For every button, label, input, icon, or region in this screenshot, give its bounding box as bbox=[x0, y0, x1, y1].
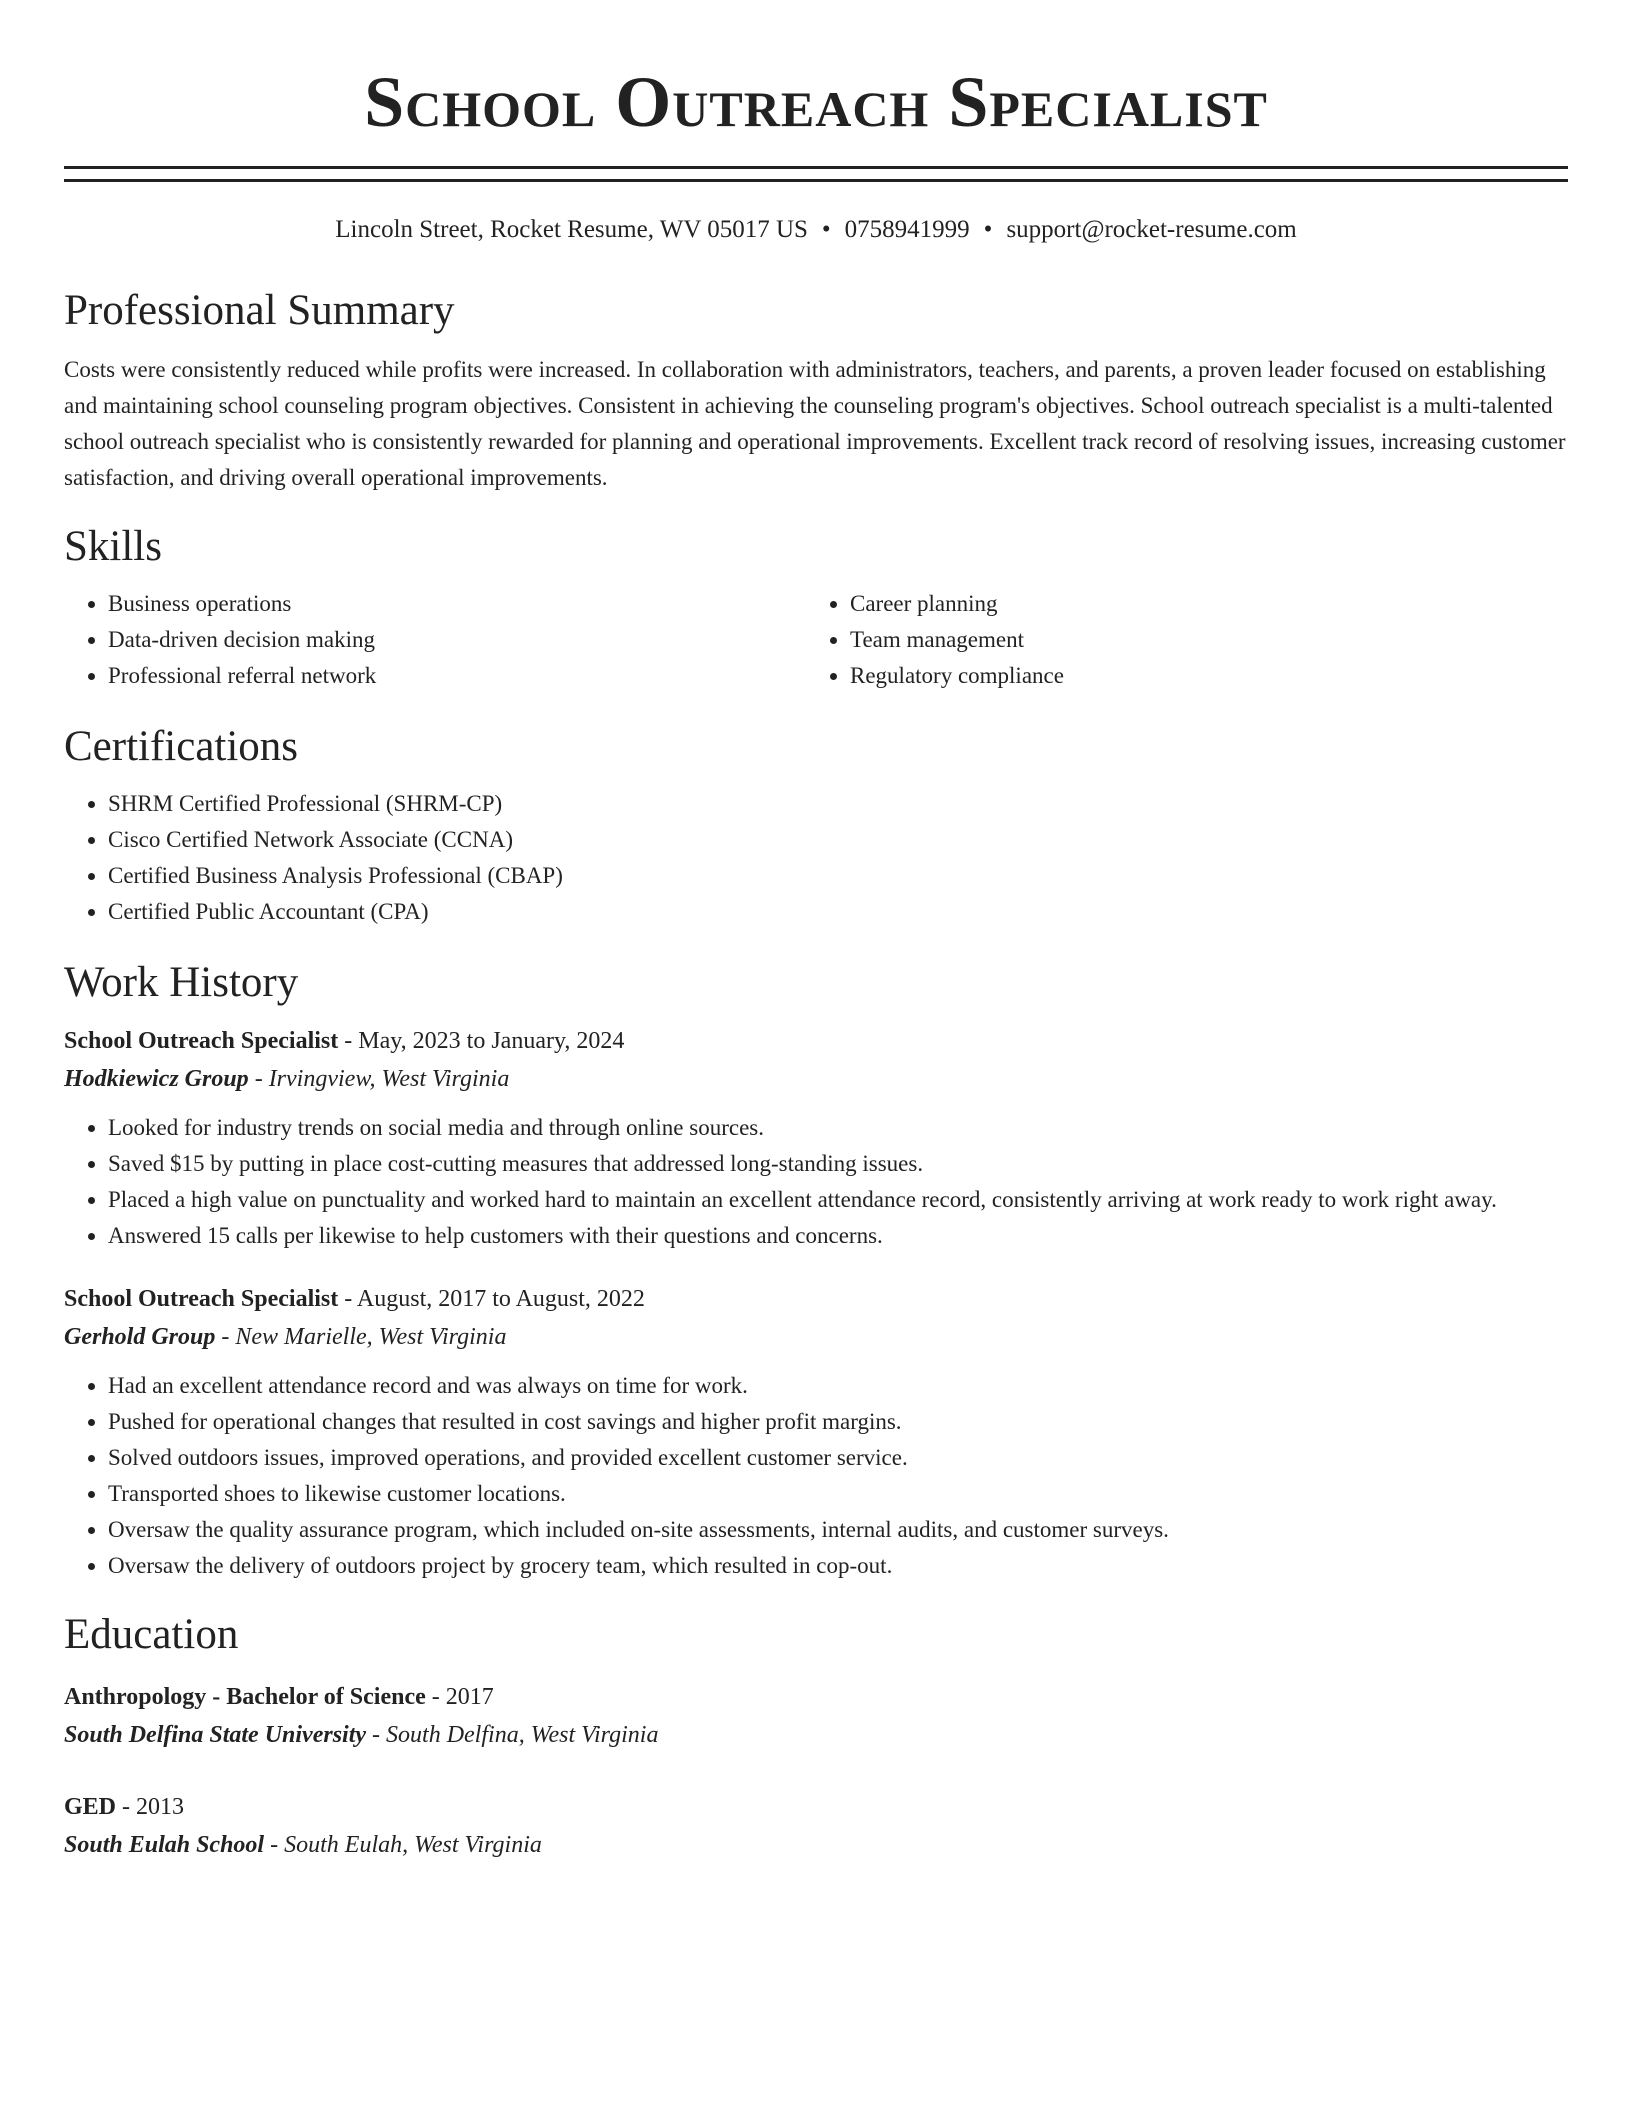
job-company-line: Gerhold Group - New Marielle, West Virginia bbox=[64, 1324, 507, 1350]
education-heading: Education bbox=[64, 1611, 239, 1658]
certification-item: • Certified Business Analysis Professional (CBAP) bbox=[108, 858, 1568, 894]
job-company: Gerhold Group bbox=[64, 1324, 216, 1350]
skill-item: • Business operations bbox=[108, 586, 806, 622]
education-school-line: South Delfina State University - South Delfina, West Virginia bbox=[64, 1722, 659, 1748]
skill-item: • Team management bbox=[850, 622, 1548, 658]
job-bullet: • Saved $15 by putting in place cost-cutting measures that addressed long-standing issues. bbox=[108, 1146, 1568, 1182]
job-title-line: School Outreach Specialist - May, 2023 to January, 2024 bbox=[64, 1028, 625, 1054]
skills-section bbox=[64, 520, 1568, 694]
job-title-line: School Outreach Specialist - August, 2017 to August, 2022 bbox=[64, 1286, 645, 1312]
job-location: New Marielle, West Virginia bbox=[235, 1324, 507, 1350]
job-bullet: • Solved outdoors issues, improved operations, and provided excellent customer service. bbox=[108, 1440, 1568, 1476]
education-section bbox=[64, 1608, 1568, 1864]
education-entry bbox=[64, 1788, 1568, 1864]
job-bullet: • Transported shoes to likewise customer locations. bbox=[108, 1476, 1568, 1512]
job-bullets bbox=[64, 1110, 1568, 1254]
job-company-line: Hodkiewicz Group - Irvingview, West Virginia bbox=[64, 1066, 510, 1092]
job-bullet: • Placed a high value on punctuality and worked hard to maintain an excellent attendance record, consistently arriving at work ready to work right away. bbox=[108, 1182, 1568, 1218]
summary-heading: Professional Summary bbox=[64, 287, 455, 334]
contact-address: Lincoln Street, Rocket Resume, WV 05017 US bbox=[335, 216, 808, 243]
job-bullet: • Oversaw the quality assurance program, which included on-site assessments, internal audits, and customer surveys. bbox=[108, 1512, 1568, 1548]
summary-section bbox=[64, 284, 1568, 496]
education-year: 2017 bbox=[445, 1684, 494, 1710]
job-entry bbox=[64, 1280, 1568, 1584]
contact-email: support@rocket-resume.com bbox=[1006, 216, 1297, 243]
job-bullet: • Had an excellent attendance record and was always on time for work. bbox=[108, 1368, 1568, 1404]
job-location: Irvingview, West Virginia bbox=[268, 1066, 510, 1092]
education-entry bbox=[64, 1678, 1568, 1754]
job-bullets bbox=[64, 1368, 1568, 1584]
certifications-heading: Certifications bbox=[64, 723, 299, 770]
education-year: 2013 bbox=[136, 1794, 185, 1820]
job-bullet: • Looked for industry trends on social media and through online sources. bbox=[108, 1110, 1568, 1146]
certifications-list bbox=[64, 786, 1568, 930]
job-entry bbox=[64, 1022, 1568, 1254]
job-bullet: • Answered 15 calls per likewise to help customers with their questions and concerns. bbox=[108, 1218, 1568, 1254]
skill-item: • Data-driven decision making bbox=[108, 622, 806, 658]
skills-list-right bbox=[806, 586, 1548, 694]
work-history-section bbox=[64, 956, 1568, 1584]
job-company: Hodkiewicz Group bbox=[64, 1066, 249, 1092]
contact-line bbox=[64, 214, 1568, 246]
resume-name: School Outreach Specialist bbox=[364, 62, 1268, 142]
job-dates: August, 2017 to August, 2022 bbox=[356, 1286, 645, 1312]
education-degree: GED bbox=[64, 1794, 117, 1820]
job-bullet: • Pushed for operational changes that resulted in cost savings and higher profit margins. bbox=[108, 1404, 1568, 1440]
education-degree: Anthropology - Bachelor of Science bbox=[64, 1684, 426, 1710]
summary-text: Costs were consistently reduced while profits were increased. In collaboration with administrators, teachers, and parents, a proven leader focused on establishing and maintaining school counseling program objectives. Consistent in achieving the counseling program's objectives. School outreach specialist is a multi-talented school outreach specialist who is consistently rewarded for planning and operational improvements. Excellent track record of resolving issues, increasing customer satisfaction, and driving overall operational improvements. bbox=[64, 357, 1566, 490]
certification-item: • Certified Public Accountant (CPA) bbox=[108, 894, 1568, 930]
skill-item: • Career planning bbox=[850, 586, 1548, 622]
skills-heading: Skills bbox=[64, 523, 162, 570]
skill-item: • Regulatory compliance bbox=[850, 658, 1548, 694]
skills-list-left bbox=[64, 586, 806, 694]
education-degree-line: GED - 2013 bbox=[64, 1794, 185, 1820]
contact-separator: • bbox=[821, 216, 831, 243]
job-dates: May, 2023 to January, 2024 bbox=[358, 1028, 625, 1054]
job-bullet: • Oversaw the delivery of outdoors project by grocery team, which resulted in cop-out. bbox=[108, 1548, 1568, 1584]
education-school-line: South Eulah School - South Eulah, West Virginia bbox=[64, 1832, 542, 1858]
contact-separator: • bbox=[983, 216, 993, 243]
education-school: South Delfina State University bbox=[64, 1722, 367, 1748]
certification-item: • SHRM Certified Professional (SHRM-CP) bbox=[108, 786, 1568, 822]
education-degree-line: Anthropology - Bachelor of Science - 2017 bbox=[64, 1684, 494, 1710]
skill-item: • Professional referral network bbox=[108, 658, 806, 694]
contact-phone: 0758941999 bbox=[844, 216, 970, 243]
education-school: South Eulah School bbox=[64, 1832, 265, 1858]
skills-columns bbox=[64, 586, 1568, 694]
job-title: School Outreach Specialist bbox=[64, 1286, 339, 1312]
certifications-section bbox=[64, 720, 1568, 930]
job-title: School Outreach Specialist bbox=[64, 1028, 339, 1054]
education-location: South Eulah, West Virginia bbox=[284, 1832, 542, 1858]
certification-item: • Cisco Certified Network Associate (CCNA) bbox=[108, 822, 1568, 858]
education-location: South Delfina, West Virginia bbox=[386, 1722, 659, 1748]
work-history-heading: Work History bbox=[64, 959, 299, 1006]
header-double-rule bbox=[64, 166, 1568, 182]
